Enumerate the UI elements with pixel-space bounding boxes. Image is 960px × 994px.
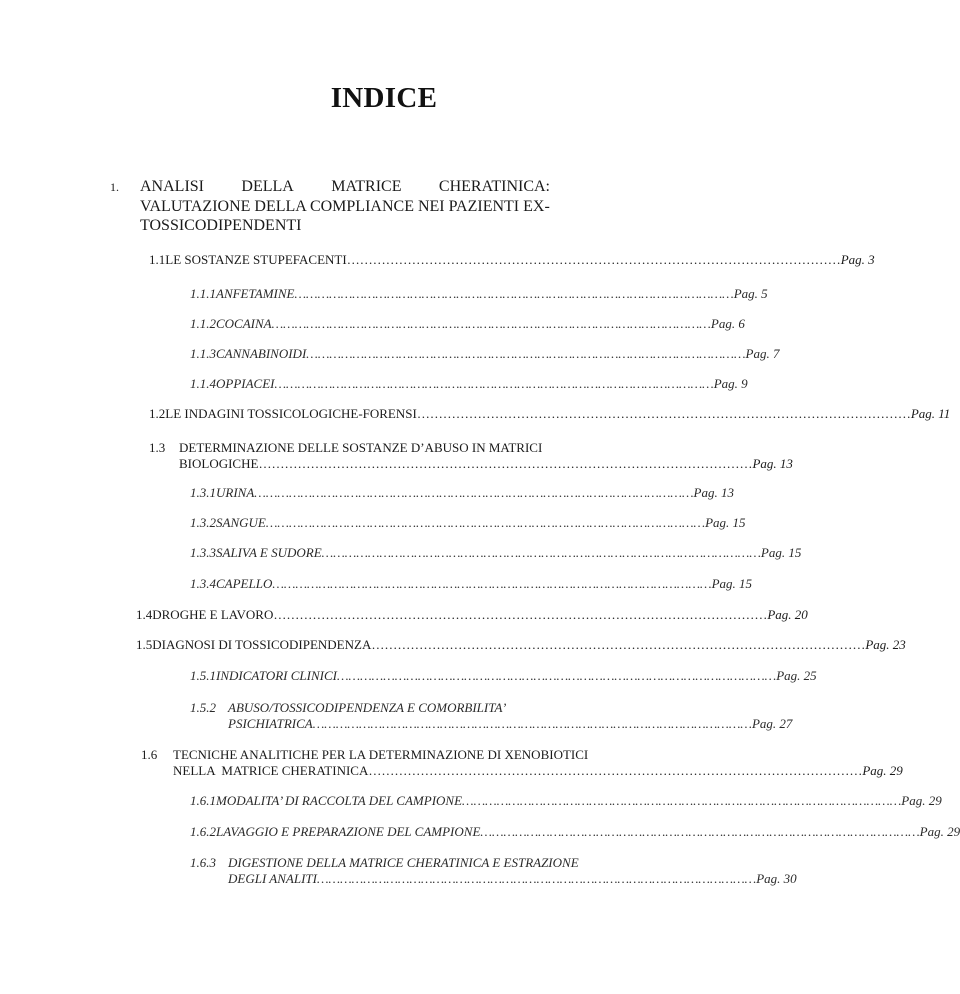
entry-label: SANGUE	[216, 515, 266, 530]
entry-label: INDICATORI CLINICI	[216, 668, 337, 683]
toc-entry-1-1-1[interactable]	[190, 286, 768, 302]
entry-number: 1.2	[149, 406, 166, 421]
entry-page: Pag. 6	[710, 316, 745, 331]
entry-number: 1.1.1	[190, 286, 216, 301]
entry-label: CAPELLO	[216, 576, 273, 591]
entry-label: URINA	[216, 485, 255, 500]
dot-leader: ……………………………………………………………………………………………………	[346, 252, 841, 267]
chapter-title-word: MATRICE	[331, 178, 402, 195]
entry-number: 1.5	[136, 637, 153, 652]
dot-leader: ……………………………………………………………………………………………………	[368, 763, 863, 778]
entry-number: 1.3.2	[190, 515, 216, 530]
toc-entry-1-1-4[interactable]	[190, 376, 748, 392]
entry-page: Pag. 13	[752, 456, 793, 471]
entry-page: Pag. 9	[713, 376, 748, 391]
toc-entry-1-1-3[interactable]	[190, 346, 780, 362]
page-title: INDICE	[330, 82, 438, 114]
entry-number: 1.3.3	[190, 545, 216, 560]
toc-entry-1-3[interactable]	[149, 440, 793, 472]
entry-page: Pag. 7	[745, 346, 780, 361]
dot-leader: ……………………………………………………………………………………………………	[321, 545, 761, 560]
chapter-title	[140, 177, 550, 236]
toc-entry-1-6-1[interactable]	[190, 793, 942, 809]
entry-page: Pag. 27	[751, 716, 793, 731]
dot-leader: ……………………………………………………………………………………………………	[254, 485, 694, 500]
chapter-title-word: DELLA	[241, 178, 294, 195]
entry-label: OPPIACEI	[216, 376, 275, 391]
entry-label: LAVAGGIO E PREPARAZIONE DEL CAMPIONE	[216, 824, 481, 839]
entry-page: Pag. 15	[760, 545, 802, 560]
toc-entry-1-4[interactable]	[136, 607, 808, 623]
entry-label: MODALITA’ DI RACCOLTA DEL CAMPIONE	[216, 793, 463, 808]
entry-number: 1.3.1	[190, 485, 216, 500]
entry-number: 1.5.1	[190, 668, 216, 683]
entry-number: 1.6.3	[190, 855, 216, 870]
entry-page: Pag. 11	[910, 406, 951, 421]
entry-number: 1.6.1	[190, 793, 216, 808]
toc-entry-1-6[interactable]	[141, 747, 903, 779]
chapter-title-word: ANALISI	[140, 178, 204, 195]
dot-leader: ……………………………………………………………………………………………………	[306, 346, 746, 361]
entry-label: COCAINA	[216, 316, 272, 331]
entry-label-line-2: PSICHIATRICA	[228, 716, 313, 731]
dot-leader: ……………………………………………………………………………………………………	[258, 456, 753, 471]
entry-page: Pag. 15	[711, 576, 753, 591]
toc-entry-1-3-2[interactable]	[190, 515, 746, 531]
entry-page: Pag. 5	[733, 286, 768, 301]
toc-entry-1-1[interactable]	[149, 252, 875, 268]
entry-number: 1.4	[136, 607, 153, 622]
dot-leader: ……………………………………………………………………………………………………	[462, 793, 902, 808]
dot-leader: ……………………………………………………………………………………………………	[272, 576, 712, 591]
entry-label: LE INDAGINI TOSSICOLOGICHE-FORENSI	[165, 406, 417, 421]
entry-page: Pag. 30	[756, 871, 797, 886]
entry-label: ANFETAMINE	[216, 286, 295, 301]
dot-leader: ……………………………………………………………………………………………………	[294, 286, 734, 301]
toc-entry-1-6-3[interactable]	[190, 855, 797, 887]
entry-number: 1.1.3	[190, 346, 216, 361]
entry-page: Pag. 29	[901, 793, 942, 808]
dot-leader: ……………………………………………………………………………………………………	[274, 376, 714, 391]
entry-label-line-2: DEGLI ANALITI	[228, 871, 317, 886]
chapter-title-word: CHERATINICA:	[438, 178, 550, 195]
entry-page: Pag. 20	[767, 607, 808, 622]
dot-leader: ……………………………………………………………………………………………………	[312, 716, 752, 731]
entry-label-line-1: TECNICHE ANALITICHE PER LA DETERMINAZIONE DI XENOBIOTICI	[173, 747, 589, 762]
toc-entry-1-2[interactable]	[149, 406, 951, 422]
dot-leader: ……………………………………………………………………………………………………	[336, 668, 777, 683]
chapter-title-line-2: VALUTAZIONE DELLA COMPLIANCE NEI PAZIENTI EX-	[140, 197, 550, 215]
entry-number: 1.1.4	[190, 376, 216, 391]
entry-label-line-2: BIOLOGICHE	[179, 456, 259, 471]
chapter-title-line-3: TOSSICODIPENDENTI	[140, 217, 302, 234]
toc-entry-1-1-2[interactable]	[190, 316, 745, 332]
dot-leader: ……………………………………………………………………………………………………	[371, 637, 866, 652]
entry-label-line-2: NELLA MATRICE CHERATINICA	[173, 763, 369, 778]
entry-page: Pag. 3	[840, 252, 875, 267]
dot-leader: ……………………………………………………………………………………………………	[316, 871, 757, 886]
entry-page: Pag. 23	[865, 637, 906, 652]
entry-number: 1.1	[149, 252, 166, 267]
entry-number: 1.6	[141, 747, 158, 762]
entry-label-line-1: ABUSO/TOSSICODIPENDENZA E COMORBILITA’	[228, 700, 507, 715]
entry-number: 1.5.2	[190, 700, 216, 715]
entry-number: 1.6.2	[190, 824, 216, 839]
dot-leader: ……………………………………………………………………………………………………	[480, 824, 920, 839]
entry-number: 1.3.4	[190, 576, 216, 591]
entry-label: SALIVA E SUDORE	[216, 545, 322, 560]
entry-page: Pag. 13	[693, 485, 734, 500]
entry-label: DIAGNOSI DI TOSSICODIPENDENZA	[152, 637, 372, 652]
dot-leader: ……………………………………………………………………………………………………	[271, 316, 711, 331]
entry-label-line-1: DETERMINAZIONE DELLE SOSTANZE D’ABUSO IN MATRICI	[179, 440, 543, 455]
dot-leader: ……………………………………………………………………………………………………	[265, 515, 706, 530]
dot-leader: ……………………………………………………………………………………………………	[416, 406, 911, 421]
entry-page: Pag. 29	[919, 824, 960, 839]
entry-number: 1.3	[149, 440, 166, 455]
entry-label: CANNABINOIDI	[216, 346, 307, 361]
toc-entry-1-6-2[interactable]	[190, 824, 960, 840]
entry-label: DROGHE E LAVORO	[152, 607, 274, 622]
toc-entry-1-3-3[interactable]	[190, 545, 802, 561]
entry-number: 1.1.2	[190, 316, 216, 331]
entry-label-line-1: DIGESTIONE DELLA MATRICE CHERATINICA E ESTRAZIONE	[228, 855, 579, 870]
entry-label: LE SOSTANZE STUPEFACENTI	[165, 252, 347, 267]
toc-entry-1-3-4[interactable]	[190, 576, 753, 592]
dot-leader: ……………………………………………………………………………………………………	[273, 607, 768, 622]
chapter-title-line-1	[140, 177, 550, 197]
toc-entry-1-5-2[interactable]	[190, 700, 793, 732]
entry-page: Pag. 29	[862, 763, 903, 778]
entry-page: Pag. 15	[705, 515, 746, 530]
chapter-number: 1.	[110, 180, 119, 194]
entry-page: Pag. 25	[776, 668, 817, 683]
toc-entry-1-3-1[interactable]	[190, 485, 734, 501]
toc-entry-1-5-1[interactable]	[190, 668, 817, 684]
toc-entry-1-5[interactable]	[136, 637, 906, 653]
